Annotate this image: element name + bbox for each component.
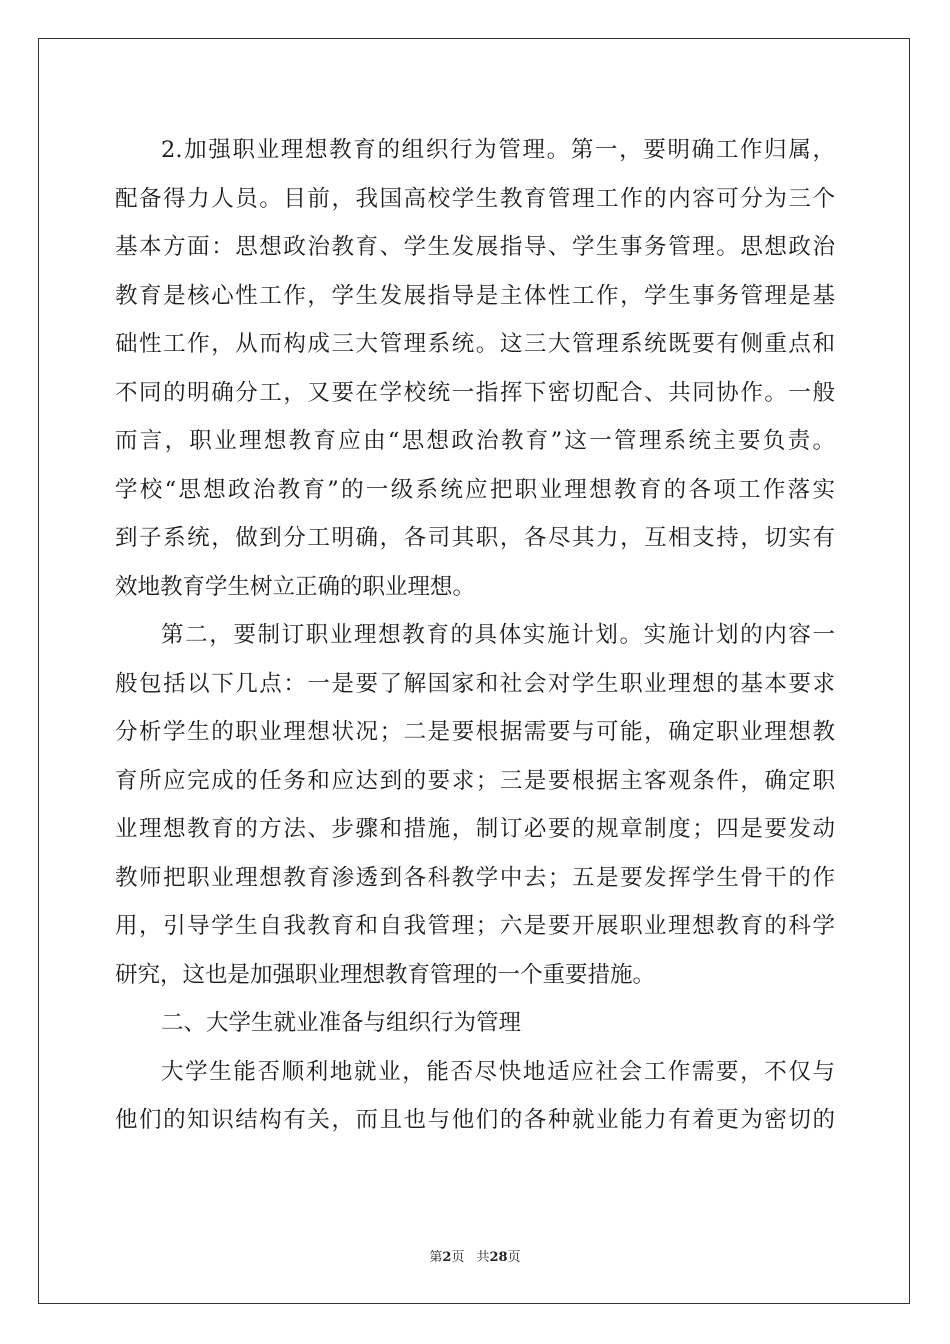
text-line: 而言，职业理想教育应由“思想政治教育”这一管理系统主要负责。 (115, 428, 835, 454)
text-line: 育所应完成的任务和应达到的要求；三是要根据主客观条件，确定职 (115, 767, 835, 794)
text-line: 2.加强职业理想教育的组织行为管理。第一，要明确工作归属， (161, 137, 835, 163)
text-line: 般包括以下几点：一是要了解国家和社会对学生职业理想的基本要求 (115, 670, 835, 697)
text-line: 分析学生的职业理想状况；二是要根据需要与可能，确定职业理想教 (115, 719, 835, 745)
page-label: 第 (429, 1250, 443, 1265)
text-line: 效地教育学生树立正确的职业理想。 (115, 573, 476, 600)
text-line: 他们的知识结构有关，而且也与他们的各种就业能力有着更为密切的 (115, 1107, 835, 1133)
section-heading (115, 999, 835, 1048)
total-suffix: 页 (507, 1250, 521, 1265)
text-line: 配备得力人员。目前，我国高校学生教育管理工作的内容可分为三个 (115, 185, 835, 212)
text-line: 不同的明确分工，又要在学校统一指挥下密切配合、共同协作。一般 (115, 379, 835, 406)
page-suffix: 页 (451, 1250, 465, 1265)
text-line: 教师把职业理想教育渗透到各科教学中去；五是要发挥学生骨干的作 (115, 864, 835, 891)
text-line: 用，引导学生自我教育和自我管理；六是要开展职业理想教育的科学 (115, 913, 835, 939)
paragraph-1 (115, 126, 835, 611)
paragraph-3 (115, 1048, 835, 1145)
text-line: 教育是核心性工作，学生发展指导是主体性工作，学生事务管理是基 (115, 282, 835, 309)
text-line: 到子系统，做到分工明确，各司其职，各尽其力，互相支持，切实有 (115, 525, 835, 551)
heading-line: 二、大学生就业准备与组织行为管理 (161, 1010, 522, 1036)
page-number: 2 (442, 1250, 452, 1265)
page-footer (0, 1246, 950, 1265)
text-line: 第二，要制订职业理想教育的具体实施计划。实施计划的内容一 (161, 622, 835, 648)
paragraph-2 (115, 611, 835, 999)
document-body (115, 126, 835, 1145)
text-line: 业理想教育的方法、步骤和措施，制订必要的规章制度；四是要发动 (115, 816, 835, 842)
total-label: 共 (476, 1250, 490, 1265)
total-pages: 28 (489, 1250, 508, 1265)
text-line: 基本方面：思想政治教育、学生发展指导、学生事务管理。思想政治 (115, 234, 835, 260)
text-line: 大学生能否顺利地就业，能否尽快地适应社会工作需要，不仅与 (161, 1058, 835, 1085)
text-line: 础性工作，从而构成三大管理系统。这三大管理系统既要有侧重点和 (115, 331, 835, 357)
text-line: 学校“思想政治教育”的一级系统应把职业理想教育的各项工作落实 (115, 476, 835, 503)
text-line: 研究，这也是加强职业理想教育管理的一个重要措施。 (115, 961, 656, 988)
